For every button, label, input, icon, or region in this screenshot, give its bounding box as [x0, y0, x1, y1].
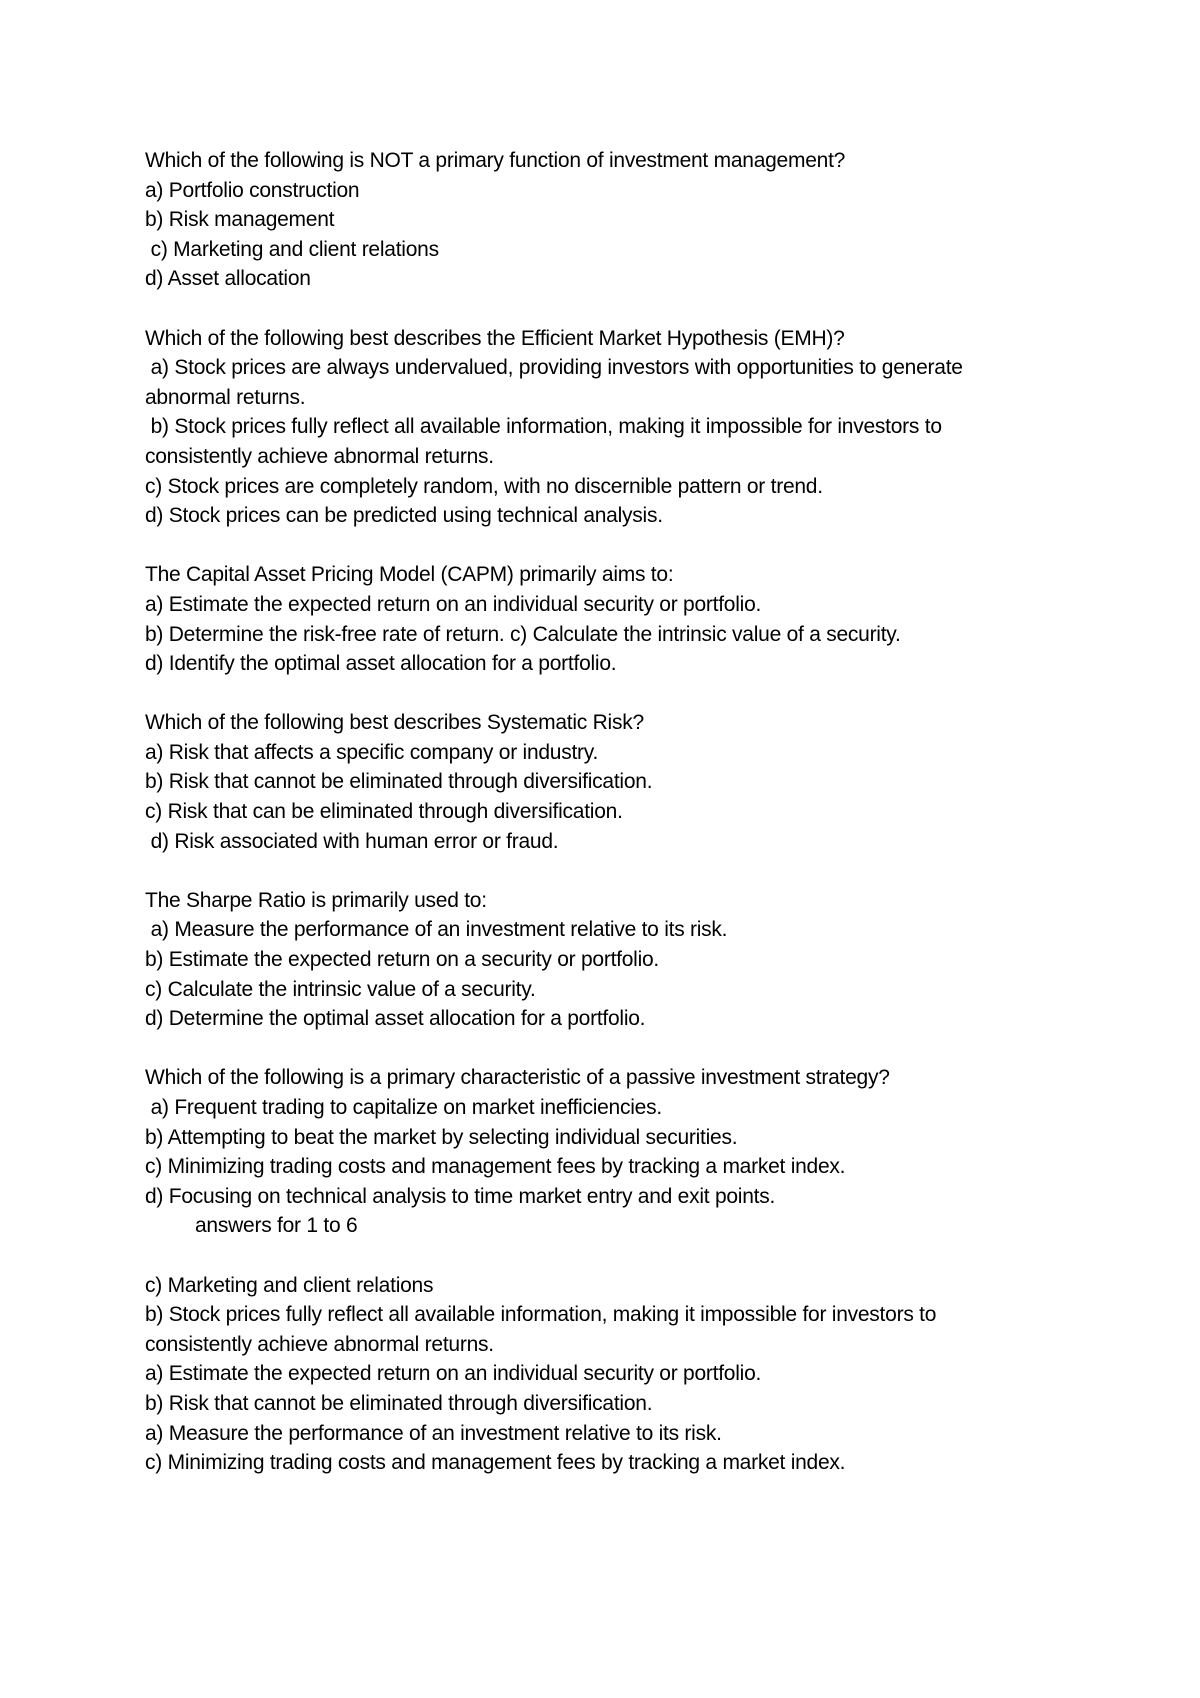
spacer — [145, 1241, 1105, 1271]
question-text: The Sharpe Ratio is primarily used to: — [145, 888, 487, 912]
option-text: d) Risk associated with human error or fraud. — [145, 829, 559, 853]
option-text: a) Stock prices are always undervalued, providing investors with opportunities to generate — [145, 356, 963, 380]
option-text: a) Estimate the expected return on an individual security or portfolio. — [145, 592, 762, 616]
option-text: a) Frequent trading to capitalize on market inefficiencies. — [145, 1096, 662, 1119]
answer-line: a) Estimate the expected return on an individual security or portfolio. — [145, 1362, 762, 1386]
question-text: The Capital Asset Pricing Model (CAPM) primarily aims to: — [145, 563, 674, 587]
answer-line: c) Minimizing trading costs and management fees by tracking a market index. — [145, 1451, 846, 1475]
answer-line: b) Stock prices fully reflect all available information, making it impossible for investors to — [145, 1303, 937, 1327]
question-block-4 — [145, 708, 1105, 856]
answer-line: b) Risk that cannot be eliminated through diversification. — [145, 1391, 653, 1415]
question-block-2 — [145, 324, 1105, 531]
option-text: a) Portfolio construction — [145, 178, 360, 202]
option-text: d) Focusing on technical analysis to time market entry and exit points. — [145, 1184, 776, 1208]
question-block-1 — [145, 146, 1105, 294]
question-text: Which of the following best describes the Efficient Market Hypothesis (EMH)? — [145, 326, 845, 350]
option-text: b) Stock prices fully reflect all available information, making it impossible for investors to — [145, 415, 942, 439]
option-text: b) Estimate the expected return on a security or portfolio. — [145, 948, 660, 972]
answers-heading: answers for 1 to 6 — [195, 1214, 358, 1238]
document-page — [145, 146, 1105, 1478]
option-text: d) Determine the optimal asset allocation for a portfolio. — [145, 1007, 646, 1031]
option-text: b) Attempting to beat the market by selecting individual securities. — [145, 1125, 738, 1149]
option-text: a) Measure the performance of an investment relative to its risk. — [145, 918, 728, 942]
option-text: c) Marketing and client relations — [145, 237, 439, 261]
option-text: b) Risk management — [145, 208, 335, 232]
option-text: d) Asset allocation — [145, 267, 311, 291]
question-text: Which of the following is a primary characteristic of a passive investment strategy? — [145, 1066, 890, 1090]
option-text: d) Identify the optimal asset allocation for a portfolio. — [145, 652, 617, 676]
answer-line: c) Marketing and client relations — [145, 1273, 434, 1297]
option-text: d) Stock prices can be predicted using technical analysis. — [145, 504, 663, 528]
option-text: c) Risk that can be eliminated through diversification. — [145, 800, 623, 824]
question-block-5 — [145, 886, 1105, 1034]
option-text: b) Determine the risk-free rate of return. c) Calculate the intrinsic value of a security. — [145, 622, 901, 646]
option-text: c) Minimizing trading costs and management fees by tracking a market index. — [145, 1155, 846, 1179]
option-text: c) Stock prices are completely random, with no discernible pattern or trend. — [145, 474, 823, 498]
option-text: consistently achieve abnormal returns. — [145, 444, 494, 468]
option-text: b) Risk that cannot be eliminated through diversification. — [145, 770, 653, 794]
answer-line: a) Measure the performance of an investment relative to its risk. — [145, 1421, 722, 1445]
question-block-6 — [145, 1063, 1105, 1211]
question-text: Which of the following best describes Systematic Risk? — [145, 711, 644, 735]
option-text: a) Risk that affects a specific company or industry. — [145, 740, 599, 764]
answer-key — [145, 1211, 1105, 1477]
answer-line: consistently achieve abnormal returns. — [145, 1332, 494, 1356]
question-text: Which of the following is NOT a primary function of investment management? — [145, 149, 846, 172]
question-block-3 — [145, 560, 1105, 678]
option-text: c) Calculate the intrinsic value of a security. — [145, 977, 536, 1001]
option-text: abnormal returns. — [145, 385, 306, 409]
